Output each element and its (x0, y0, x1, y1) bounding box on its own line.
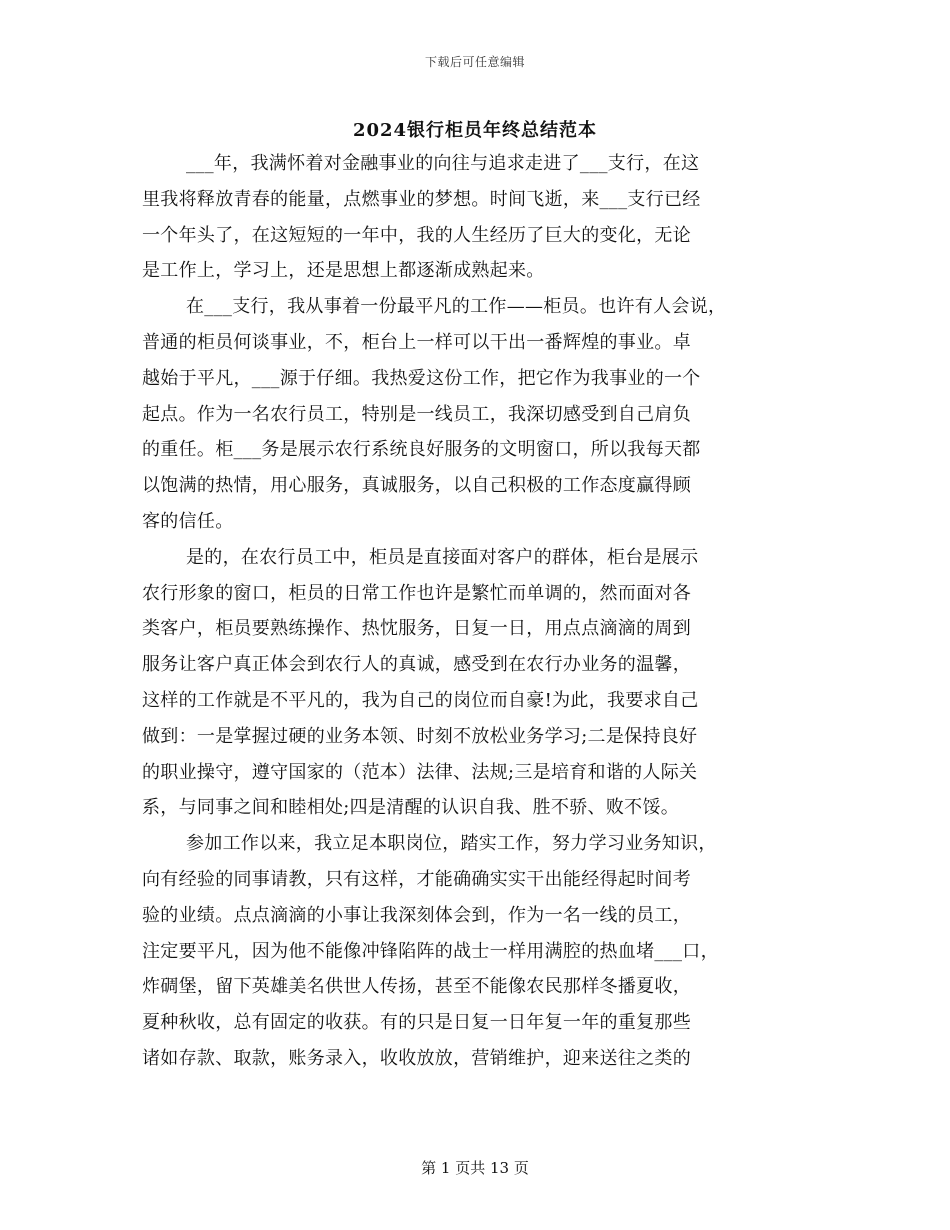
page-footer: 第 1 页共 13 页 (421, 1159, 529, 1177)
body-line: 这样的工作就是不平凡的，我为自己的岗位而自豪!为此，我要求自己 (142, 689, 699, 711)
body-line: 系，与同事之间和睦相处;四是清醒的认识自我、胜不骄、败不馁。 (142, 797, 680, 819)
body-line: 参加工作以来，我立足本职岗位，踏实工作，努力学习业务知识， (186, 833, 717, 855)
body-line: 起点。作为一名农行员工，特别是一线员工，我深切感受到自己肩负 (142, 403, 691, 425)
document-title: 2024银行柜员年终总结范本 (352, 120, 598, 141)
body-line: 服务让客户真正体会到农行人的真诚，感受到在农行办业务的温馨， (142, 654, 691, 676)
body-line: 以饱满的热情，用心服务，真诚服务，以自己积极的工作态度赢得顾 (142, 475, 691, 497)
body-line: 夏种秋收，总有固定的收获。有的只是日复一日年复一年的重复那些 (142, 1012, 691, 1034)
body-line: 越始于平凡，___源于仔细。我热爱这份工作，把它作为我事业的一个 (142, 367, 701, 389)
body-line: 客的信任。 (142, 510, 234, 532)
body-line: 向有经验的同事请教，只有这样，才能确确实实干出能经得起时间考 (142, 868, 691, 890)
body-line: 农行形象的窗口，柜员的日常工作也许是繁忙而单调的，然而面对各 (142, 582, 691, 604)
body-line: 的职业操守，遵守国家的（范本）法律、法规;三是培育和谐的人际关 (142, 761, 698, 783)
body-line: 炸碉堡，留下英雄美名供世人传扬，甚至不能像农民那样冬播夏收， (142, 976, 691, 998)
body-line: 做到：一是掌握过硬的业务本领、时刻不放松业务学习;二是保持良好 (142, 725, 698, 747)
body-line: 是的，在农行员工中，柜员是直接面对客户的群体，柜台是展示 (186, 546, 699, 568)
body-line: 一个年头了，在这短短的一年中，我的人生经历了巨大的变化，无论 (142, 224, 691, 246)
body-line: 里我将释放青春的能量，点燃事业的梦想。时间飞逝，来___支行已经 (142, 188, 701, 210)
body-line: 诸如存款、取款，账务录入，收收放放，营销维护，迎来送往之类的 (142, 1047, 691, 1069)
document-body (142, 146, 822, 1077)
body-line: 是工作上，学习上，还是思想上都逐渐成熟起来。 (142, 260, 545, 282)
header-note: 下载后可任意编辑 (424, 55, 525, 69)
body-line: 验的业绩。点点滴滴的小事让我深刻体会到，作为一名一线的员工， (142, 904, 691, 926)
body-line: 普通的柜员何谈事业，不，柜台上一样可以干出一番辉煌的事业。卓 (142, 331, 691, 353)
body-line: ___年，我满怀着对金融事业的向往与追求走进了___支行，在这 (186, 153, 700, 174)
body-line: 注定要平凡，因为他不能像冲锋陷阵的战士一样用满腔的热血堵___口， (142, 940, 719, 962)
body-line: 在___支行，我从事着一份最平凡的工作——柜员。也许有人会说， (186, 296, 727, 318)
body-line: 的重任。柜___务是展示农行系统良好服务的文明窗口，所以我每天都 (142, 439, 701, 461)
body-line: 类客户，柜员要熟练操作、热忱服务，日复一日，用点点滴滴的周到 (142, 618, 691, 640)
